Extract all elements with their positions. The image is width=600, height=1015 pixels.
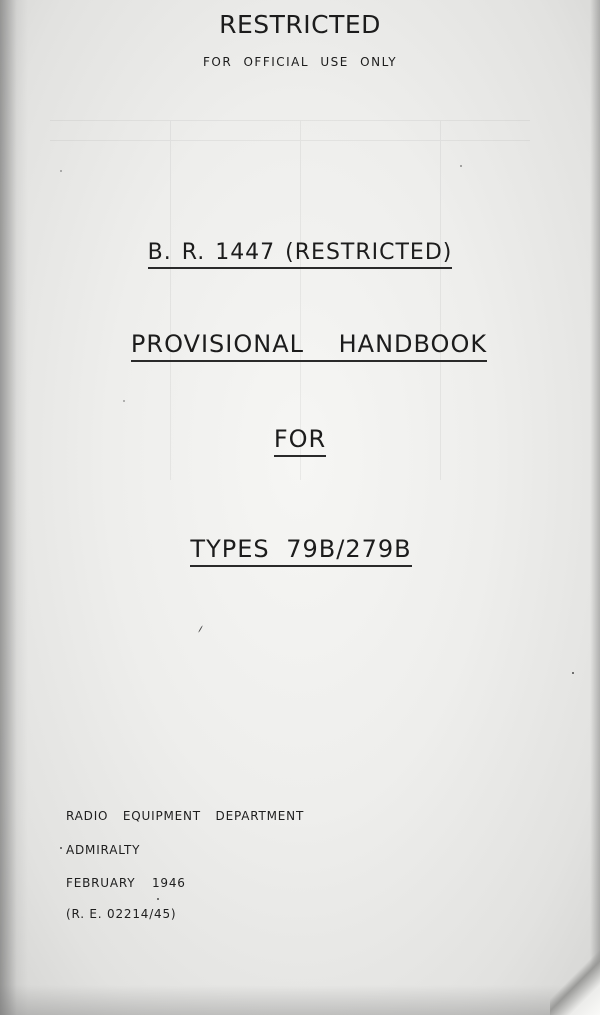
page-curl-corner [550,945,600,1015]
issuer-department: RADIO EQUIPMENT DEPARTMENT [66,809,305,823]
show-through-table-ghost [50,60,530,480]
bottom-shadow [0,985,600,1015]
paper-speck [572,672,574,674]
paper-speck [60,170,62,172]
issue-date: FEBRUARY 1946 [66,876,186,890]
title-line-2 [0,425,600,457]
book-reference-text: B. R. 1447 (RESTRICTED) [148,240,453,269]
paper-speck [198,625,203,632]
title-line-2-text: FOR [274,425,326,457]
paper-speck [60,847,62,849]
paper-speck [157,898,159,900]
page-edge-shadow [590,0,600,1015]
book-reference [0,240,600,269]
paper-speck [123,400,125,402]
title-line-1 [0,330,600,362]
handling-caveat: FOR OFFICIAL USE ONLY [202,55,398,69]
title-line-1-text: PROVISIONAL HANDBOOK [131,330,487,362]
title-line-3 [0,535,600,567]
issuer-admiralty: ADMIRALTY [66,843,141,857]
paper-speck [460,165,462,167]
title-line-3-text: TYPES 79B/279B [190,535,411,567]
binding-shadow [0,0,28,1015]
reference-number: (R. E. 02214/45) [66,907,177,921]
classification-heading: RESTRICTED [219,10,381,39]
